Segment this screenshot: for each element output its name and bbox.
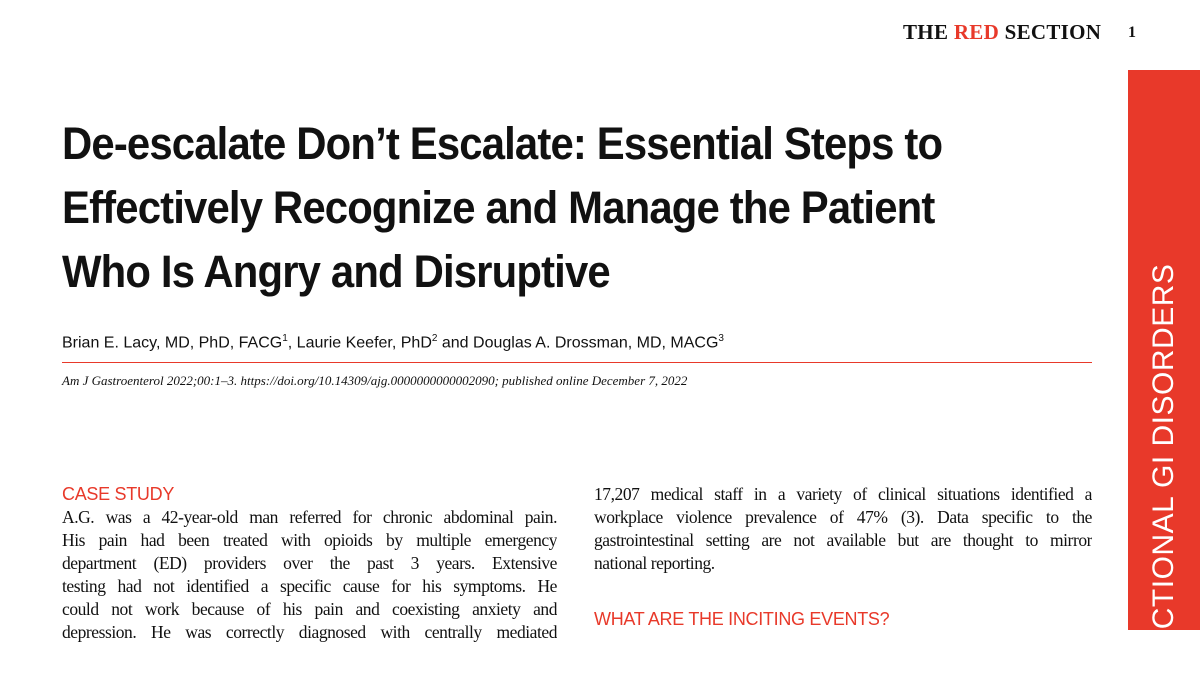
author-list [62,333,724,352]
section-header [903,20,1101,45]
section-heading: CASE STUDY [62,484,175,504]
body-line: depression. He was correctly diagnosed with centrally mediated [62,622,557,642]
body-line: His pain had been treated with opioids by multiple emergency [62,530,557,550]
page-number: 1 [1128,24,1136,41]
section-header-text: THE [903,20,954,44]
section-heading: WHAT ARE THE INCITING EVENTS? [594,609,890,629]
affiliation-mark: 2 [431,333,438,344]
category-label: FUNCTIONAL GI DISORDERS [1147,263,1180,692]
author: and Douglas A. Drossman, MD, MACG [437,334,719,352]
body-line: national reporting. [594,553,715,573]
body-line: A.G. was a 42-year-old man referred for chronic abdominal pain. [62,507,557,527]
body-line: could not work because of his pain and coexisting anxiety and [62,599,557,619]
body-column-right [594,483,1092,631]
title-line: Effectively Recognize and Manage the Patient [62,182,935,233]
article-title [62,112,1008,304]
body-line: 17,207 medical staff in a variety of clinical situations identified a [594,484,1092,504]
citation: Am J Gastroenterol 2022;00:1–3. https://doi.org/10.14309/ajg.0000000000002090; published online December 7, 2022 [62,373,688,388]
divider [62,362,1092,363]
body-line: workplace violence prevalence of 47% (3). Data specific to the [594,507,1092,527]
author: , Laurie Keefer, PhD [287,334,432,352]
author: Brian E. Lacy, MD, PhD, FACG [62,334,283,352]
affiliation-mark: 3 [718,333,724,344]
title-line: De-escalate Don’t Escalate: Essential Steps to [62,118,943,169]
body-column-left [62,483,557,644]
affiliation-mark: 1 [282,333,288,344]
body-line: gastrointestinal setting are not available but are thought to mirror [594,530,1092,550]
body-line: testing had not identified a specific cause for his symptoms. He [62,576,557,596]
title-line: Who Is Angry and Disruptive [62,246,610,297]
section-header-red: RED [953,20,1000,44]
section-header-text: SECTION [999,20,1102,44]
category-sidebar [1128,70,1200,692]
body-line: department (ED) providers over the past 3 years. Extensive [62,553,557,573]
